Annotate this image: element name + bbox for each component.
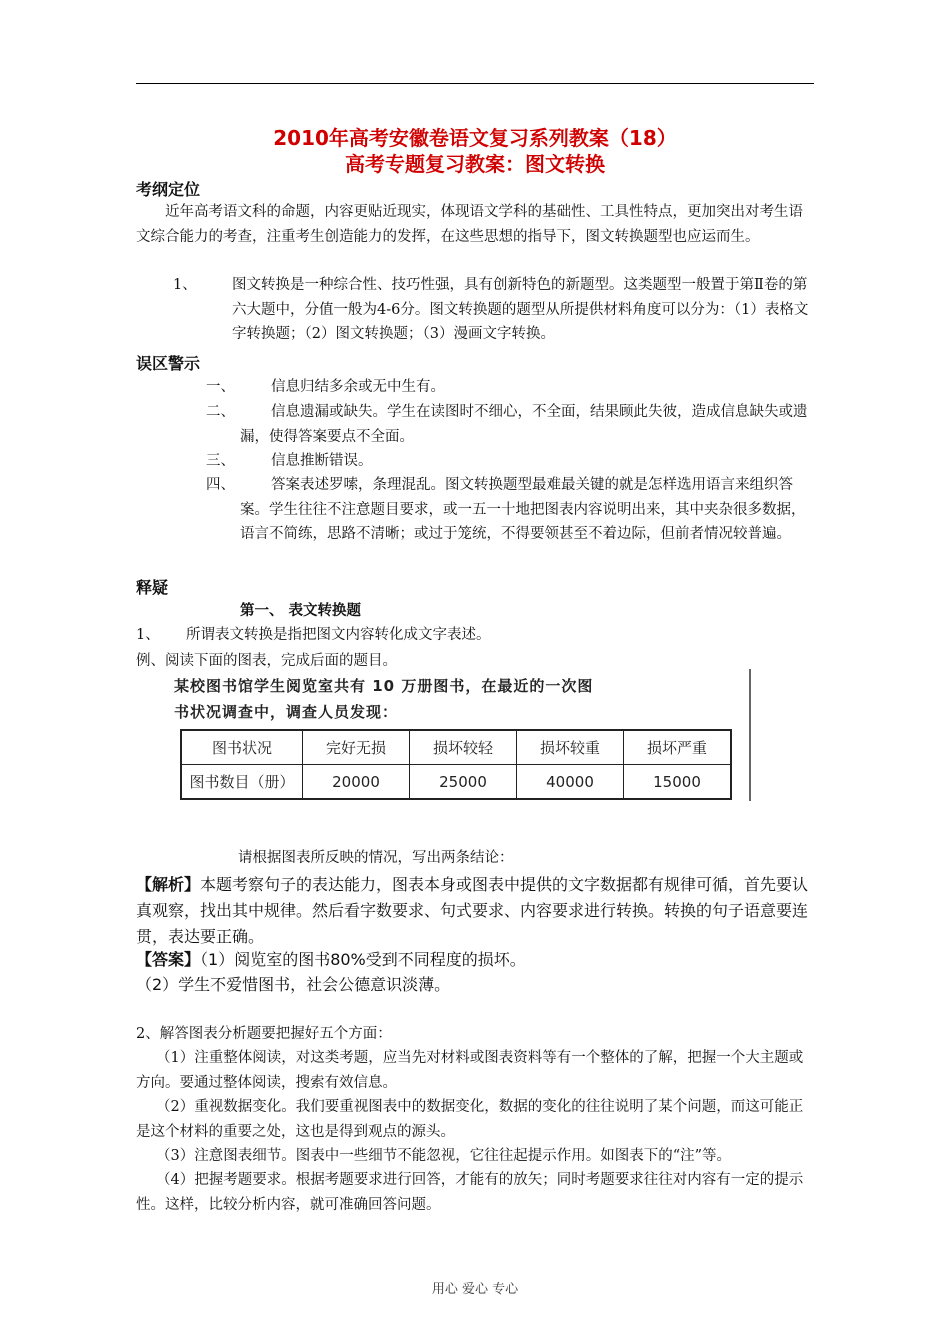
table-row — [181, 765, 731, 800]
answer-line1: （1）阅览室的图书80%受到不同程度的损坏。 — [200, 950, 526, 969]
analysis-label: 【解析】 — [136, 875, 201, 894]
analysis-paragraph — [136, 872, 814, 950]
table-header-row — [181, 730, 731, 765]
analysis-text: 本题考察句子的表达能力，图表本身或图表中提供的文字数据都有规律可循，首先要认真观察，找出其中规律。然后看字数要求、句式要求、内容要求进行转换。转换的句子语意要连贯，表达要正确。 — [136, 875, 809, 946]
table-cell: 20000 — [303, 765, 410, 800]
wuqu-item-text: 信息归结多余或无中生有。 — [271, 379, 445, 395]
scan-edge-line — [749, 669, 751, 801]
table-header-cell: 损坏严重 — [624, 730, 732, 765]
page-footer: 用心 爱心 专心 — [431, 1282, 519, 1297]
table-cell: 25000 — [410, 765, 517, 800]
table-cell: 40000 — [517, 765, 624, 800]
book-status-table — [180, 729, 732, 800]
section-heading-shiyi: 释疑 — [136, 578, 169, 597]
table-figure — [164, 669, 754, 804]
wuqu-item-number: 三、 — [206, 453, 235, 469]
shiyi-item-text: 所谓表文转换是指把图文内容转化成文字表述。 — [186, 627, 491, 643]
wuqu-item-text: 答案表述罗嗦，条理混乱。图文转换题型最难最关键的就是怎样选用语言来组织答案。学生往往不注意题目要求，或一五一十地把图表内容说明出来，其中夹杂很多数据，语言不简练，思路不清晰；或过于笼统，不得要领甚至不着边际，但前者情况较普遍。 — [240, 477, 806, 542]
table-cell: 图书数目（册） — [181, 765, 303, 800]
answer-line2: （2）学生不爱惜图书，社会公德意识淡薄。 — [136, 975, 451, 994]
kaogang-paragraph: 近年高考语文科的命题，内容更贴近现实，体现语文学科的基础性、工具性特点，更加突出对考生语文综合能力的考查，注重考生创造能力的发挥，在这些思想的指导下，图文转换题型也应运而生。 — [136, 204, 803, 245]
wuqu-item-number: 四、 — [206, 477, 235, 493]
section2-title: 2、解答图表分析题要把握好五个方面： — [136, 1026, 392, 1042]
section2-item: （2）重视数据变化。我们要重视图表中的数据变化，数据的变化的往往说明了某个问题，而这可能正是这个材料的重要之处，这也是得到观点的源头。 — [136, 1099, 804, 1140]
question-text: 请根据图表所反映的情况，写出两条结论： — [238, 850, 514, 866]
shiyi-item-number: 1、 — [136, 627, 160, 643]
wuqu-item-text: 信息遗漏或缺失。学生在读图时不细心，不全面，结果顾此失彼，造成信息缺失或遗漏，使得答案要点不全面。 — [240, 404, 808, 445]
answer-paragraph — [136, 947, 814, 973]
answer-label: 【答案】 — [136, 950, 201, 969]
wuqu-item-text: 信息推断错误。 — [271, 453, 373, 469]
kaogang-item-number: 1、 — [173, 277, 197, 293]
section-heading-kaogang: 考纲定位 — [136, 180, 201, 199]
section2-item: （4）把握考题要求。根据考题要求进行回答，才能有的放矢；同时考题要求往往对内容有一定的提示性。这样，比较分析内容，就可准确回答问题。 — [136, 1172, 804, 1213]
wuqu-item-number: 二、 — [206, 404, 235, 420]
kaogang-item-text: 图文转换是一种综合性、技巧性强，具有创新特色的新题型。这类题型一般置于第Ⅱ卷的第六大题中，分值一般为4-6分。图文转换题的题型从所提供材料角度可以分为：（1）表格文字转换题；（2）图文转换题；（3）漫画文字转换。 — [232, 277, 809, 342]
table-header-cell: 完好无损 — [303, 730, 410, 765]
table-caption-line2: 书状况调查中，调查人员发现： — [174, 703, 399, 721]
example-intro: 例、阅读下面的图表，完成后面的题目。 — [136, 653, 397, 669]
section2-item: （3）注意图表细节。图表中一些细节不能忽视，它往往起提示作用。如图表下的“注”等。 — [156, 1148, 732, 1164]
section2-item: （1）注重整体阅读，对这类考题，应当先对材料或图表资料等有一个整体的了解，把握一个大主题或方向。要通过整体阅读，搜索有效信息。 — [136, 1050, 804, 1091]
document-title: 2010年高考安徽卷语文复习系列教案（18） — [273, 126, 677, 150]
document-subtitle: 高考专题复习教案：图文转换 — [345, 152, 605, 176]
table-caption-line1: 某校图书馆学生阅览室共有 10 万册图书，在最近的一次图 — [174, 677, 594, 695]
header-rule — [136, 83, 814, 84]
wuqu-item-number: 一、 — [206, 379, 235, 395]
table-cell: 15000 — [624, 765, 732, 800]
table-header-cell: 图书状况 — [181, 730, 303, 765]
section-heading-wuqu: 误区警示 — [136, 354, 201, 373]
subsection-heading: 第一、 表文转换题 — [240, 602, 362, 619]
table-header-cell: 损坏较重 — [517, 730, 624, 765]
table-header-cell: 损坏较轻 — [410, 730, 517, 765]
